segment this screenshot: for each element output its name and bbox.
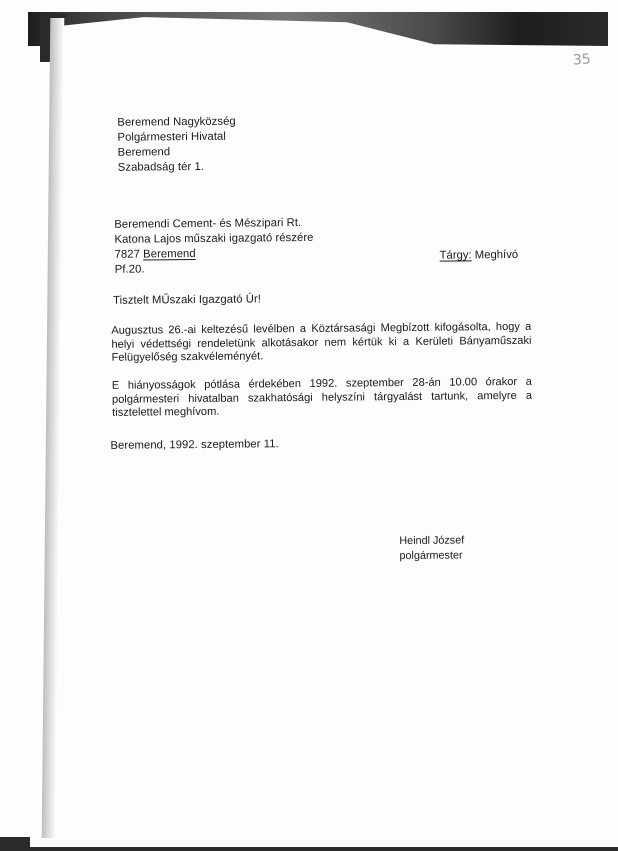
sender-line-3: Beremend: [117, 146, 171, 159]
handwritten-page-number: 35: [572, 51, 592, 69]
sender-line-2: Polgármesteri Hivatal: [117, 130, 226, 144]
date-line: Beremend, 1992. szeptember 11.: [110, 438, 279, 452]
recipient-postcode: 7827: [114, 248, 140, 261]
body-paragraph-2: E hiányosságok pótlása érdekében 1992. szeptember 28-án 10.00 órakor a polgármesteri hivatalban szakhatósági helyszíni tárgyalást tartunk, amelyre a tisztelettel meghívom.: [111, 375, 533, 419]
signature-title: polgármester: [399, 549, 463, 563]
recipient-pobox: Pf.20.: [114, 263, 145, 276]
sender-line-4: Szabadság tér 1.: [117, 160, 205, 174]
signature-name: Heindl József: [399, 534, 465, 548]
subject-line: [440, 249, 519, 262]
subject-value: Meghívó: [474, 248, 519, 262]
recipient-line-2: Katona Lajos műszaki igazgató részére: [114, 231, 314, 246]
recipient-line-1: Beremendi Cement- és Mészipari Rt.: [114, 216, 302, 231]
recipient-address: [115, 247, 196, 262]
body-paragraph-1: Augusztus 26.-ai keltezésű levélben a Köztársasági Megbízott kifogásolta, hogy a helyi védettségi rendeletünk alkotásakor nem kértük ki a Kerületi Bányaműszaki Felügyelőség szakvéleményét.: [111, 320, 532, 364]
sender-line-1: Beremend Nagyközség: [117, 115, 236, 129]
subject-label: Tárgy:: [439, 249, 472, 262]
recipient-city: Beremend: [143, 247, 196, 261]
salutation: Tisztelt MŰszaki Igazgató Úr!: [112, 293, 262, 307]
